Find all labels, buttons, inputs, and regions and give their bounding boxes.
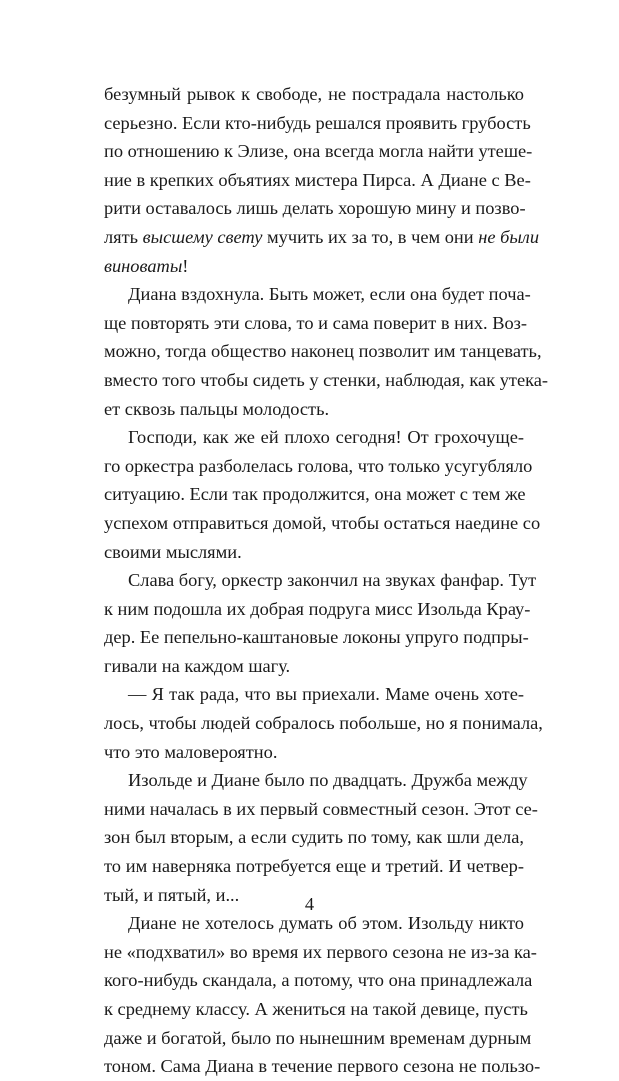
text-line: что это маловероятно. bbox=[104, 741, 278, 762]
text-line: тый, и пятый, и... bbox=[104, 884, 240, 905]
text-line: Диана вздохнула. Быть может, если она будет поча- bbox=[128, 284, 531, 305]
text-line: своими мыслями. bbox=[104, 541, 242, 562]
text-line: лось, чтобы людей собралось побольше, но я понимала, bbox=[104, 713, 543, 734]
italic-fragment: виноваты bbox=[104, 255, 183, 276]
text-line: серьезно. Если кто-нибудь решался проявить грубость bbox=[104, 112, 531, 133]
text-line: не «подхватил» во время их первого сезона не из-за ка- bbox=[104, 941, 537, 962]
text-fragment: ! bbox=[182, 255, 189, 276]
text-line: то им наверняка потребуется еще и третий. И четвер- bbox=[104, 856, 524, 877]
page-number: 4 bbox=[304, 894, 315, 914]
text-line bbox=[104, 252, 524, 281]
text-line: по отношению к Элизе, она всегда могла найти утеше- bbox=[104, 141, 533, 162]
text-line: гивали на каждом шагу. bbox=[104, 655, 291, 676]
text-line: дер. Ее пепельно-каштановые локоны упруго подпры- bbox=[104, 627, 529, 648]
book-page-text bbox=[104, 80, 549, 1081]
text-line: Господи, как же ей плохо сегодня! От грохочуще- bbox=[128, 427, 524, 448]
text-line: — Я так рада, что вы приехали. Маме очень хоте- bbox=[128, 684, 524, 705]
text-line: ще повторять эти слова, то и сама поверит в них. Воз- bbox=[104, 312, 528, 333]
text-line: Диане не хотелось думать об этом. Изольду никто bbox=[128, 913, 524, 934]
text-fragment: лять bbox=[104, 226, 143, 247]
text-line: ние в крепких объятиях мистера Пирса. А Диане с Ве- bbox=[104, 169, 531, 190]
text-line: к ним подошла их добрая подруга мисс Изольда Крау- bbox=[104, 598, 531, 619]
text-fragment: мучить их за то, в чем они bbox=[262, 226, 479, 247]
text-line: кого-нибудь скандала, а потому, что она принадлежала bbox=[104, 970, 533, 991]
text-line: рити оставалось лишь делать хорошую мину и позво- bbox=[104, 198, 526, 219]
text-line: Изольде и Диане было по двадцать. Дружба между bbox=[128, 770, 528, 791]
text-line bbox=[104, 223, 540, 252]
text-line: можно, тогда общество наконец позволит им танцевать, bbox=[104, 341, 542, 362]
text-line: тоном. Сама Диана в течение первого сезона не пользо- bbox=[104, 1056, 541, 1077]
text-line: даже и богатой, было по нынешним временам дурным bbox=[104, 1027, 532, 1048]
text-line: зон был вторым, а если судить по тому, как шли дела, bbox=[104, 827, 524, 848]
text-line: безумный рывок к свободе, не пострадала настолько bbox=[104, 84, 524, 104]
italic-fragment: высшему свету bbox=[142, 226, 263, 247]
text-line: вместо того чтобы сидеть у стенки, наблюдая, как утека- bbox=[104, 369, 549, 390]
text-line: Слава богу, оркестр закончил на звуках фанфар. Тут bbox=[128, 570, 537, 591]
text-line: ними началась в их первый совместный сезон. Этот се- bbox=[104, 798, 538, 819]
text-line: го оркестра разболелась голова, что только усугубляло bbox=[104, 455, 533, 476]
text-line: ситуацию. Если так продолжится, она может с тем же bbox=[104, 484, 526, 505]
text-line: ет сквозь пальцы молодость. bbox=[104, 398, 330, 419]
italic-fragment: не были bbox=[478, 226, 540, 247]
text-line: успехом отправиться домой, чтобы остаться наедине со bbox=[104, 512, 541, 533]
text-line: к среднему классу. А жениться на такой девице, пусть bbox=[104, 999, 528, 1019]
